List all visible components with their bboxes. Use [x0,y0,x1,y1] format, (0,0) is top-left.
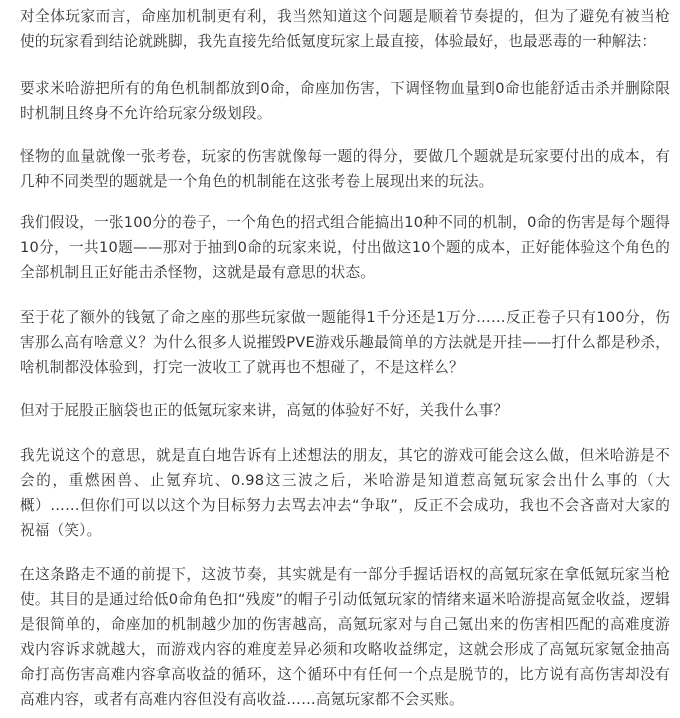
paragraph-intro: 对全体玩家而言，命座加机制更有利，我当然知道这个问题是顺着节奏提的，但为了避免有被当枪使的玩家看到结论就跳脚，我先直接先给低氪度玩家上最直接，体验最好，也最恶毒的一种解法： [20,8,670,50]
paragraph-explanation: 我先说这个的意思，就是直白地告诉有上述想法的朋友，其它的游戏可能会这么做，但米哈游是不会的，重燃困兽、止氪弃坑、0.98这三波之后，米哈游是知道惹高氪玩家会出什么事的（大概）……但你们可以以这个为目标努力去骂去冲去“争取”，反正不会成功，我也不会吝啬对大家的祝福（笑）。 [20,447,670,539]
paragraph-high-spend: 至于花了额外的钱氪了命之座的那些玩家做一题能得1千分还是1万分……反正卷子只有100分，伤害那么高有啥意义？为什么很多人说摧毁PVE游戏乐趣最简单的方法就是开挂——打什么都是秒杀，啥机制都没体验到，打完一波收工了就再也不想碰了，不是这样么？ [20,309,670,376]
paragraph-question: 但对于屁股正脑袋也正的低氪玩家来讲，高氪的体验好不好，关我什么事？ [20,402,509,419]
paragraph-conclusion: 在这条路走不通的前提下，这波节奏，其实就是有一部分手握话语权的高氪玩家在拿低氪玩家当枪使。其目的是通过给低0命角色扣“残废”的帽子引动低氪玩家的情绪来逼米哈游提高氪金收益，逻辑是很简单的，命座加的机制越少加的伤害越高，高氪玩家对与自己氪出来的伤害相匹配的高难度游戏内容诉求就越大，而游戏内容的难度差异必须和攻略收益绑定，这就会形成了高氪玩家氪金抽高命打高伤害高难内容拿高收益的循环，这个循环中有任何一个点是脱节的，比方说有高伤害却没有高难内容，或者有高难内容但没有高收益……高氪玩家都不会买账。 [20,566,670,708]
paragraph-hypothesis: 我们假设，一张100分的卷子，一个角色的招式组合能搞出10种不同的机制，0命的伤害是每个题得10分，一共10题——那对于抽到0命的玩家来说，付出做这10个题的成本，正好能体验这个角色的全部机制且正好能击杀怪物，这就是最有意思的状态。 [20,214,670,281]
paragraph-proposal: 要求米哈游把所有的角色机制都放到0命，命座加伤害，下调怪物血量到0命也能舒适击杀并删除限时机制且终身不允许给玩家分级划段。 [20,80,670,122]
paragraph-exam-analogy: 怪物的血量就像一张考卷，玩家的伤害就像每一题的得分，要做几个题就是玩家要付出的成本，有几种不同类型的题就是一个角色的机制能在这张考卷上展现出来的玩法。 [20,148,670,190]
